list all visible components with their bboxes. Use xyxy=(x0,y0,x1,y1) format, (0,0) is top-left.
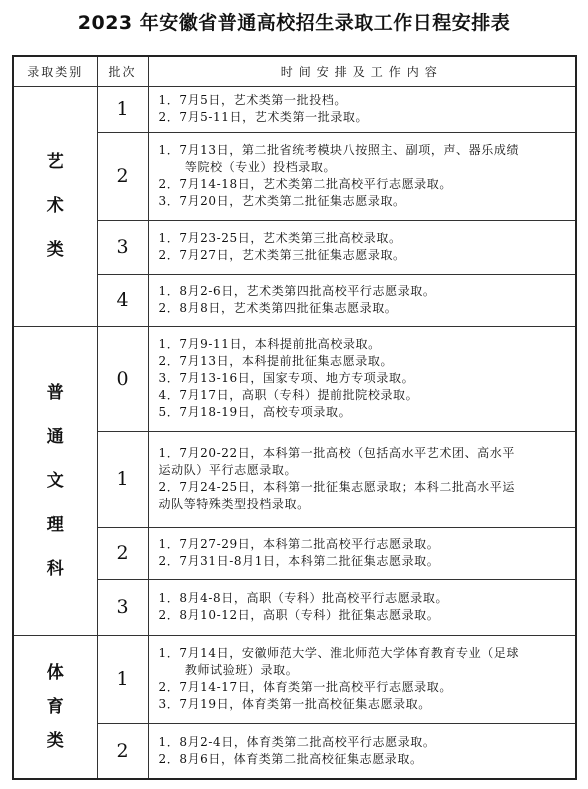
batch-cell: 2 xyxy=(97,132,148,220)
content-line: 1．7月14日，安徽师范大学、淮北师范大学体育教育专业（足球 xyxy=(158,646,520,660)
content-line: 2．7月13日，本科提前批征集志愿录取。 xyxy=(158,354,394,368)
content-cell xyxy=(148,326,576,431)
content-cell xyxy=(148,431,576,527)
content-line: 4．7月17日，高职（专科）提前批院校录取。 xyxy=(158,388,419,402)
content-line: 1．7月5日，艺术类第一批投档。 xyxy=(158,93,348,107)
table-header-row xyxy=(13,56,576,86)
batch-cell: 1 xyxy=(97,431,148,527)
content-line: 1．8月4-8日，高职（专科）批高校平行志愿录取。 xyxy=(158,591,449,605)
content-cell xyxy=(148,527,576,579)
category-cell-general xyxy=(13,326,97,635)
content-line: 3．7月20日，艺术类第二批征集志愿录取。 xyxy=(158,194,406,208)
content-line: 1．7月9-11日，本科提前批高校录取。 xyxy=(158,337,381,351)
table-row xyxy=(13,132,576,220)
content-line: 教师试验班）录取。 xyxy=(184,663,299,677)
category-label: 普通文理科 xyxy=(46,382,64,579)
table-row xyxy=(13,579,576,635)
batch-cell: 1 xyxy=(97,86,148,132)
content-line: 2．7月31日-8月1日，本科第二批征集志愿录取。 xyxy=(158,554,440,568)
content-line: 1．7月13日，第二批省统考模块八按照主、副项，声、器乐成绩 xyxy=(158,143,520,157)
table-row xyxy=(13,431,576,527)
table-row xyxy=(13,220,576,274)
header-content: 时间安排及工作内容 xyxy=(148,56,576,86)
header-category: 录取类别 xyxy=(13,56,97,86)
category-cell-sports xyxy=(13,635,97,779)
table-row xyxy=(13,527,576,579)
content-line: 2．8月10-12日，高职（专科）批征集志愿录取。 xyxy=(158,608,440,622)
batch-cell: 2 xyxy=(97,723,148,779)
category-label: 艺术类 xyxy=(46,152,64,260)
content-line: 1．8月2-6日，艺术类第四批高校平行志愿录取。 xyxy=(158,284,436,298)
content-line: 2．7月14-18日，艺术类第二批高校平行志愿录取。 xyxy=(158,177,452,191)
content-cell xyxy=(148,220,576,274)
table-row xyxy=(13,274,576,326)
content-cell xyxy=(148,579,576,635)
content-cell xyxy=(148,86,576,132)
category-cell-art xyxy=(13,86,97,326)
content-line: 1．7月27-29日，本科第二批高校平行志愿录取。 xyxy=(158,537,440,551)
content-line: 运动队）平行志愿录取。 xyxy=(158,463,298,477)
content-cell xyxy=(148,635,576,723)
content-line: 2．8月8日，艺术类第四批征集志愿录取。 xyxy=(158,301,398,315)
content-line: 2．7月5-11日，艺术类第一批录取。 xyxy=(158,110,369,124)
content-line: 5．7月18-19日，高校专项录取。 xyxy=(158,405,352,419)
page-title: 2023 年安徽省普通高校招生录取工作日程安排表 xyxy=(77,12,511,34)
content-line: 3．7月19日，体育类第一批高校征集志愿录取。 xyxy=(158,697,431,711)
content-line: 2．8月6日，体育类第二批高校征集志愿录取。 xyxy=(158,751,423,766)
content-line: 2．7月24-25日，本科第一批征集志愿录取；本科二批高水平运 xyxy=(158,480,515,494)
batch-cell: 4 xyxy=(97,274,148,326)
batch-cell: 3 xyxy=(97,579,148,635)
content-cell xyxy=(148,723,576,779)
content-line: 1．8月2-4日，体育类第二批高校平行志愿录取。 xyxy=(158,734,436,749)
content-line: 动队等特殊类型投档录取。 xyxy=(158,497,310,511)
content-line: 2．7月27日，艺术类第三批征集志愿录取。 xyxy=(158,248,406,262)
batch-cell: 2 xyxy=(97,527,148,579)
content-cell xyxy=(148,274,576,326)
category-label: 体育类 xyxy=(46,662,64,751)
content-line: 3．7月13-16日，国家专项、地方专项录取。 xyxy=(158,371,415,385)
content-line: 1．7月20-22日，本科第一批高校（包括高水平艺术团、高水平 xyxy=(158,446,515,460)
table-row xyxy=(13,635,576,723)
batch-cell: 1 xyxy=(97,635,148,723)
table-row xyxy=(13,326,576,431)
batch-cell: 0 xyxy=(97,326,148,431)
header-batch: 批次 xyxy=(97,56,148,86)
table-row xyxy=(13,723,576,779)
content-line: 1．7月23-25日，艺术类第三批高校录取。 xyxy=(158,231,402,245)
content-cell xyxy=(148,132,576,220)
table-row xyxy=(13,86,576,132)
content-line: 等院校（专业）投档录取。 xyxy=(184,160,337,174)
batch-cell: 3 xyxy=(97,220,148,274)
content-line: 2．7月14-17日，体育类第一批高校平行志愿录取。 xyxy=(158,680,452,694)
schedule-table xyxy=(12,55,577,780)
